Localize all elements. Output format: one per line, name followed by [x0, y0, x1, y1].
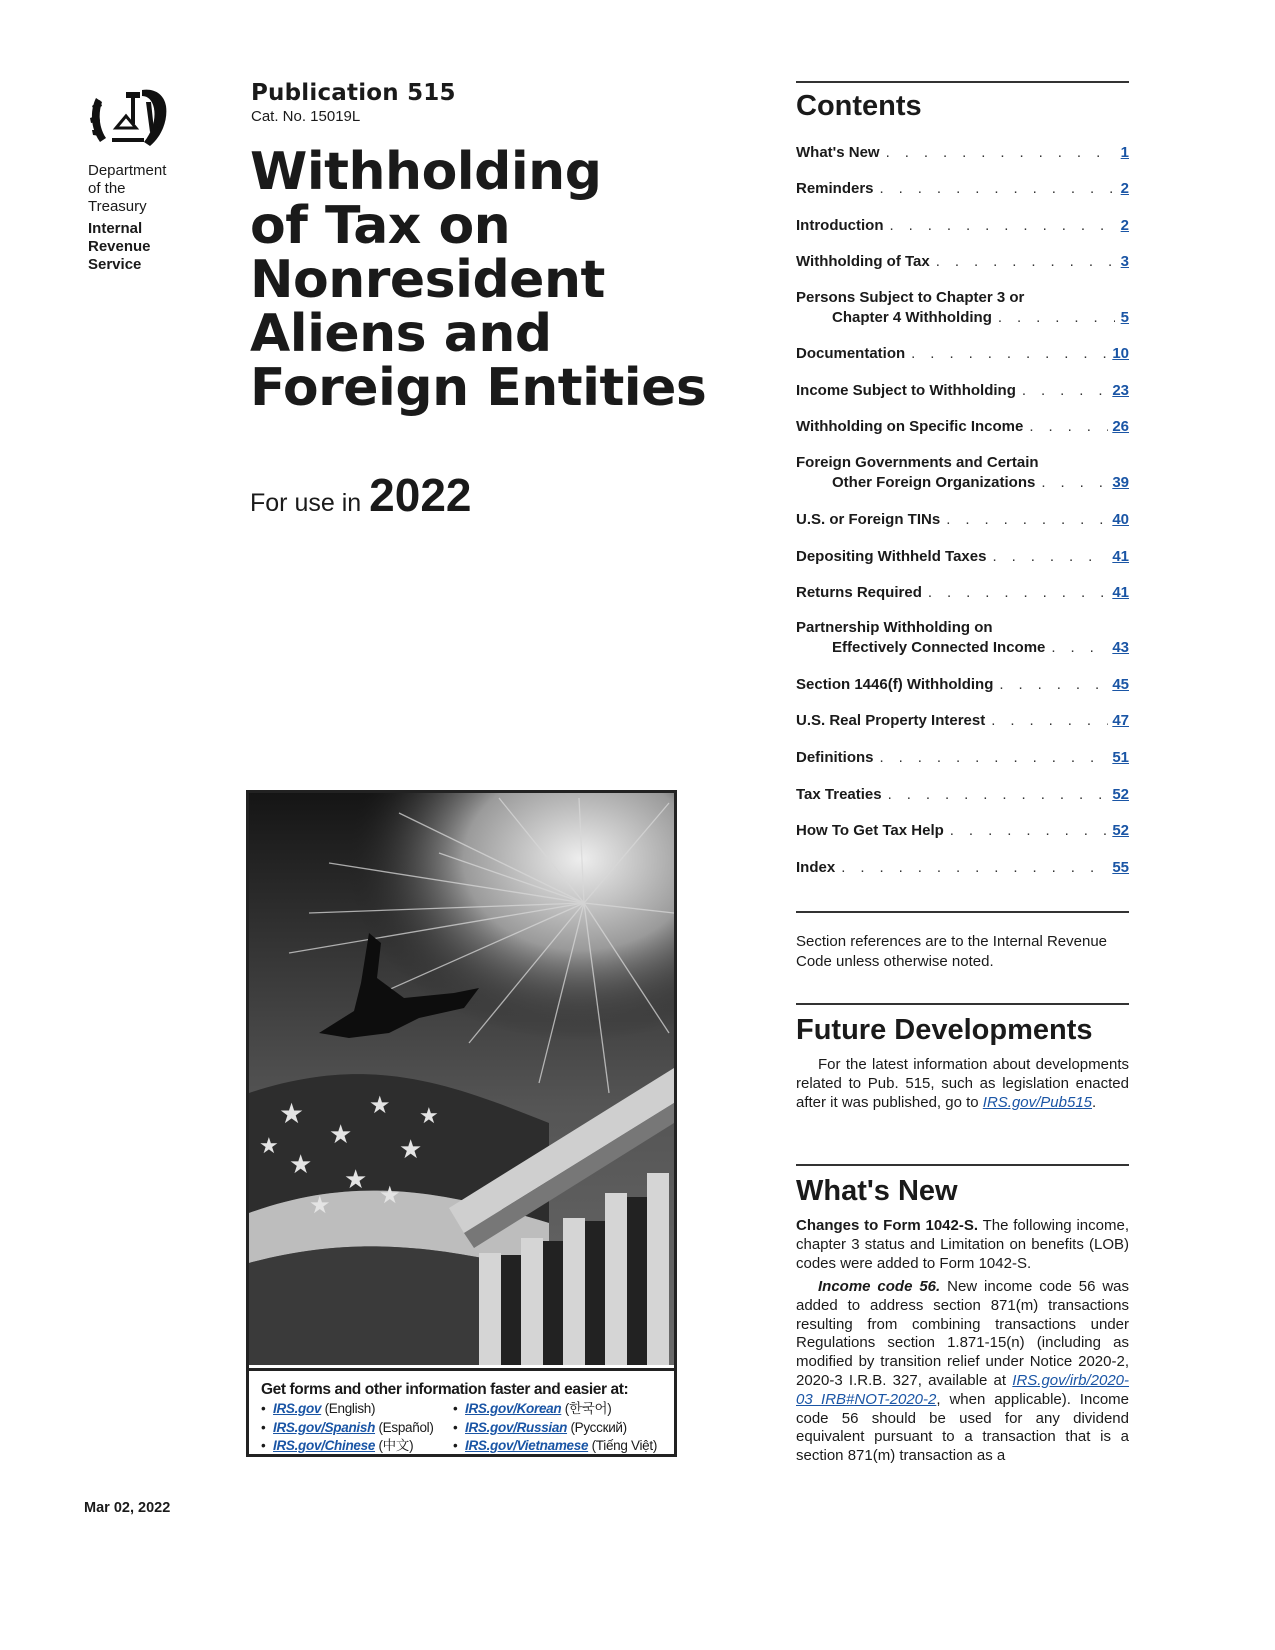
irs-link-chinese[interactable]: IRS.gov/Chinese	[273, 1438, 376, 1453]
language-link-item: • IRS.gov (English)	[261, 1401, 376, 1416]
svg-text:★: ★	[379, 1182, 401, 1209]
svg-text:★: ★	[329, 1119, 353, 1149]
svg-text:★: ★	[309, 1192, 331, 1219]
contents-heading: Contents	[796, 90, 922, 122]
title-line: Foreign Entities	[250, 358, 707, 418]
divider	[796, 911, 1129, 913]
irs-link-english[interactable]: IRS.gov	[273, 1401, 322, 1416]
svg-text:★: ★	[399, 1134, 423, 1164]
toc-item[interactable]: Introduction . . . 2	[796, 216, 1129, 236]
toc-page-link[interactable]: 3	[1120, 253, 1129, 270]
department-line: Department	[88, 162, 167, 179]
toc-page-link[interactable]: 43	[1112, 639, 1129, 656]
irs-link-russian[interactable]: IRS.gov/Russian	[465, 1419, 568, 1435]
language-link-item: • IRS.gov/Vietnamese (Tiếng Việt)	[453, 1438, 658, 1453]
toc-page-link[interactable]: 47	[1112, 712, 1129, 729]
svg-text:★: ★	[369, 1092, 391, 1119]
section-references-note: Section references are to the Internal Revenue Code unless otherwise noted.	[796, 933, 1108, 970]
language-link-item: • IRS.gov/Korean (한국어)	[453, 1401, 612, 1416]
agency-name	[88, 162, 166, 274]
toc-item[interactable]: Partnership Withholding on Effectively Connected Income . . . 43	[796, 618, 1129, 658]
toc-item[interactable]: Tax Treaties . . . 52	[796, 785, 1129, 805]
toc-item[interactable]: U.S. or Foreign TINs . . . 40	[796, 510, 1129, 530]
toc-item[interactable]: Foreign Governments and Certain Other Foreign Organizations . . . 39	[796, 453, 1129, 493]
service-line: Revenue	[88, 238, 151, 255]
body-text: , when applicable). Income code 56 should be used for any dividend equivalent pursuant to a transaction that is a section 871(m) transaction as a	[796, 1390, 1129, 1465]
cover-illustration-box	[246, 790, 677, 1457]
language-link-item: • IRS.gov/Spanish (Español)	[261, 1419, 434, 1435]
title-line: Nonresident	[250, 250, 605, 310]
language-label: (English)	[324, 1401, 376, 1416]
toc-page-link[interactable]: 39	[1112, 474, 1129, 491]
future-developments-heading: Future Developments	[796, 1014, 1093, 1046]
svg-text:★: ★	[279, 1098, 305, 1129]
paragraph-lead: Income code 56.	[818, 1278, 941, 1295]
language-label: (Tiếng Việt)	[591, 1438, 658, 1453]
toc-page-link[interactable]: 2	[1120, 217, 1129, 234]
toc-item[interactable]: Withholding on Specific Income . . . 26	[796, 417, 1129, 437]
links-left-column	[261, 1400, 453, 1456]
toc-page-link[interactable]: 23	[1112, 382, 1129, 399]
toc-page-link[interactable]: 40	[1112, 511, 1129, 528]
toc-item[interactable]: Withholding of Tax . . . 3	[796, 252, 1129, 272]
language-label: (Русский)	[570, 1419, 627, 1435]
cover-illustration	[249, 793, 674, 1365]
divider	[796, 81, 1129, 83]
toc-item[interactable]: What's New . . . 1	[796, 143, 1129, 163]
irb-notice-link[interactable]: IRS.gov/irb/2020-03_IRB#NOT-2020-2	[796, 1371, 1130, 1408]
language-label: (中文)	[378, 1438, 414, 1453]
irs-link-vietnamese[interactable]: IRS.gov/Vietnamese	[465, 1438, 589, 1453]
toc-item[interactable]: Depositing Withheld Taxes . . . 41	[796, 547, 1129, 567]
for-use-label: For use in	[250, 489, 362, 517]
toc-page-link[interactable]: 51	[1112, 749, 1129, 766]
forms-info-panel	[249, 1368, 674, 1454]
department-line: of the	[88, 180, 126, 197]
service-line: Service	[88, 256, 142, 273]
future-developments-text	[796, 1056, 1129, 1112]
toc-item[interactable]: Returns Required . . . 41	[796, 583, 1129, 603]
catalog-number: Cat. No. 15019L	[251, 108, 361, 125]
toc-page-link[interactable]: 1	[1120, 144, 1129, 161]
toc-item[interactable]: Section 1446(f) Withholding . . . 45	[796, 675, 1129, 695]
divider	[796, 1003, 1129, 1005]
language-label: (Español)	[378, 1419, 434, 1435]
title-line: Withholding	[250, 142, 602, 202]
svg-text:★: ★	[344, 1164, 368, 1194]
whats-new-heading: What's New	[796, 1175, 958, 1207]
toc-page-link[interactable]: 10	[1112, 345, 1129, 362]
irs-eagle-logo-icon	[86, 84, 170, 156]
for-use-year	[250, 468, 472, 522]
toc-item[interactable]: Reminders . . . 2	[796, 179, 1129, 199]
svg-text:★: ★	[419, 1103, 439, 1128]
toc-item[interactable]: How To Get Tax Help . . . 52	[796, 821, 1129, 841]
toc-page-link[interactable]: 5	[1120, 309, 1129, 326]
toc-item[interactable]: Index . . . 55	[796, 858, 1129, 878]
irs-link-spanish[interactable]: IRS.gov/Spanish	[273, 1419, 376, 1435]
toc-page-link[interactable]: 26	[1112, 418, 1129, 435]
toc-item[interactable]: Income Subject to Withholding . . . 23	[796, 381, 1129, 401]
whats-new-paragraph-1	[796, 1217, 1129, 1273]
document-title	[250, 142, 730, 418]
body-text: New income code 56 was added to address section 871(m) transactions resulting from combining transactions under Regulations section 1.871-15(n) (including as modified by transition relief under Notice 2020-2, 2020-3 I.R.B. 327, available at	[796, 1278, 1130, 1389]
divider	[796, 1164, 1129, 1166]
toc-page-link[interactable]: 41	[1112, 584, 1129, 601]
language-label: (한국어)	[564, 1401, 612, 1416]
publication-number: Publication 515	[251, 80, 456, 106]
svg-text:★: ★	[259, 1133, 279, 1158]
toc-item[interactable]: Documentation . . . 10	[796, 344, 1129, 364]
svg-text:★: ★	[289, 1149, 313, 1179]
language-link-item: • IRS.gov/Chinese (中文)	[261, 1438, 414, 1453]
language-link-item: • IRS.gov/Russian (Русский)	[453, 1419, 627, 1435]
department-line: Treasury	[88, 198, 147, 215]
toc-page-link[interactable]: 2	[1120, 180, 1129, 197]
whats-new-paragraph-2	[796, 1278, 1129, 1466]
body-text: The following income, chapter 3 status and Limitation on benefits (LOB) codes were added to Form 1042-S.	[796, 1217, 1129, 1272]
title-line: of Tax on	[250, 196, 511, 256]
body-text: .	[1092, 1093, 1097, 1111]
toc-item[interactable]: Persons Subject to Chapter 3 or Chapter 4 Withholding . . . 5	[796, 288, 1129, 328]
paragraph-lead: Changes to Form 1042-S.	[796, 1217, 979, 1234]
revision-date: Mar 02, 2022	[84, 1500, 171, 1516]
pub515-link[interactable]: IRS.gov/Pub515	[982, 1093, 1093, 1111]
toc-page-link[interactable]: 52	[1112, 822, 1129, 839]
toc-page-link[interactable]: 52	[1112, 786, 1129, 803]
toc-item[interactable]: Definitions . . . 51	[796, 748, 1129, 768]
body-text: For the latest information about developments related to Pub. 515, such as legislation enacted after it was published, go to	[796, 1056, 1129, 1111]
tax-year: 2022	[369, 469, 472, 521]
toc-page-link[interactable]: 45	[1112, 676, 1129, 693]
title-line: Aliens and	[250, 304, 552, 364]
toc-page-link[interactable]: 55	[1112, 859, 1129, 876]
toc-item[interactable]: U.S. Real Property Interest . . . 47	[796, 711, 1129, 731]
toc-page-link[interactable]: 41	[1112, 548, 1129, 565]
links-right-column	[453, 1400, 673, 1456]
irs-link-korean[interactable]: IRS.gov/Korean	[465, 1401, 562, 1416]
service-line: Internal	[88, 220, 143, 237]
forms-info-heading: Get forms and other information faster and easier at:	[261, 1381, 629, 1398]
